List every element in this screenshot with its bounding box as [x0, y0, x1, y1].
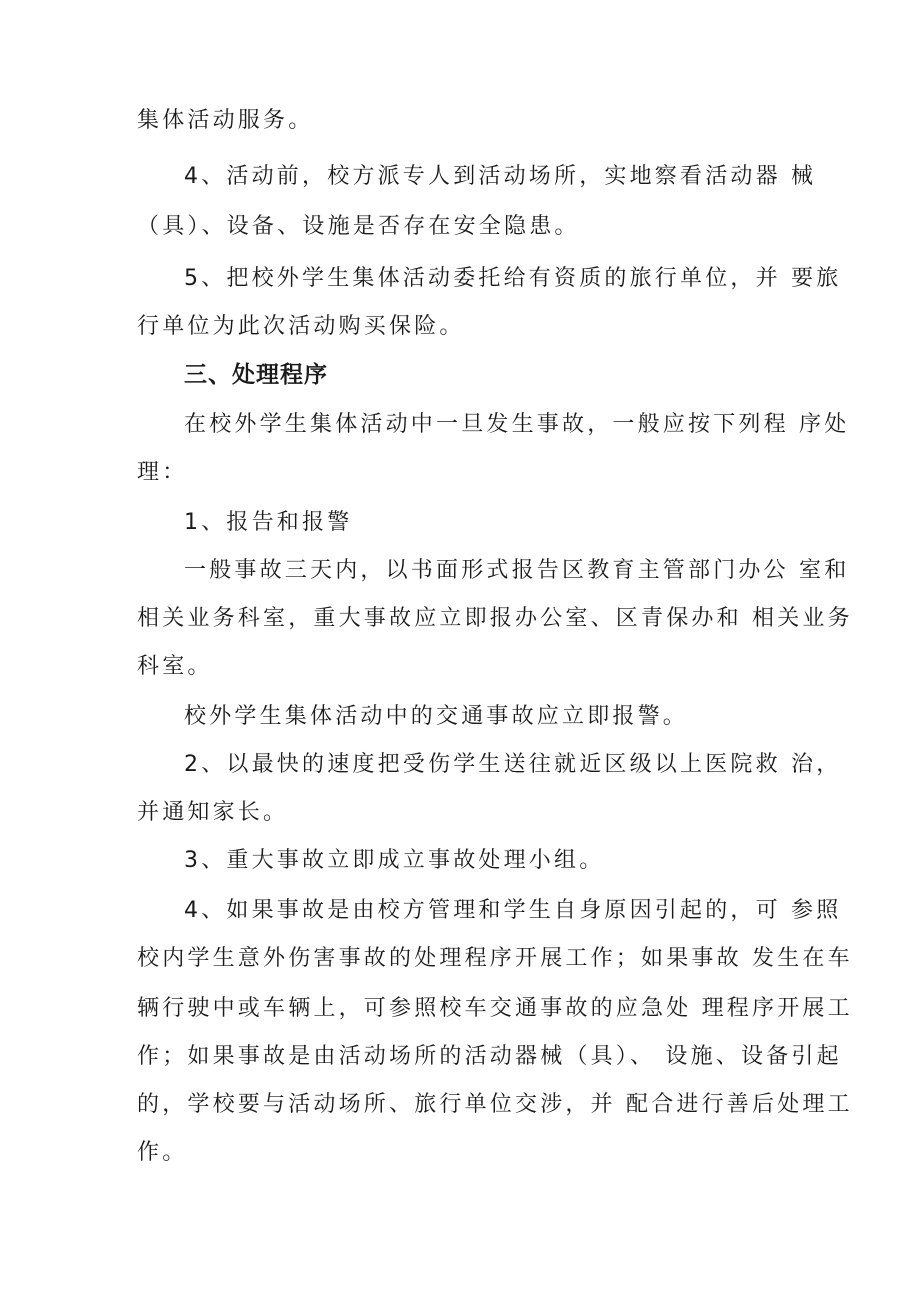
text-line: 在校外学生集体活动中一旦发生事故，一般应按下列程 序处	[184, 412, 850, 437]
text-line: 辆行驶中或车辆上，可参照校车交通事故的应急处 理程序开展工	[137, 996, 853, 1021]
text-line: 2、以最快的速度把受伤学生送往就近区级以上医院救 治，	[184, 752, 842, 777]
text-line: 5、把校外学生集体活动委托给有资质的旅行单位，并 要旅	[184, 266, 842, 291]
text-line: 一般事故三天内，以书面形式报告区教育主管部门办公 室和	[184, 558, 850, 583]
text-line: 科室。	[137, 654, 213, 679]
text-line: 校外学生集体活动中的交通事故应立即报警。	[184, 704, 689, 729]
text-line: 3、重大事故立即成立事故处理小组。	[184, 848, 605, 873]
text-line: 相关业务科室，重大事故应立即报办公室、区青保办和 相关业务	[137, 606, 853, 631]
text-line: 作。	[137, 1140, 188, 1165]
text-line: 行单位为此次活动购买保险。	[137, 314, 465, 339]
text-line: 理：	[137, 460, 188, 485]
text-line: 的，学校要与活动场所、旅行单位交涉，并 配合进行善后处理工	[137, 1092, 853, 1117]
text-line: 校内学生意外伤害事故的处理程序开展工作；如果事故 发生在车	[137, 946, 853, 971]
section-heading: 三、处理程序	[184, 362, 328, 388]
text-line: 1、报告和报警	[184, 510, 353, 535]
text-line: 集体活动服务。	[137, 108, 314, 133]
text-line: 4、活动前，校方派专人到活动场所，实地察看活动器 械	[184, 164, 817, 189]
text-line: 作；如果事故是由活动场所的活动器械（具）、 设施、设备引起	[137, 1044, 842, 1069]
text-line: 4、如果事故是由校方管理和学生自身原因引起的，可 参照	[184, 898, 842, 923]
text-line: （具）、设备、设施是否存在安全隐患。	[137, 214, 580, 239]
text-line: 并通知家长。	[137, 800, 289, 825]
